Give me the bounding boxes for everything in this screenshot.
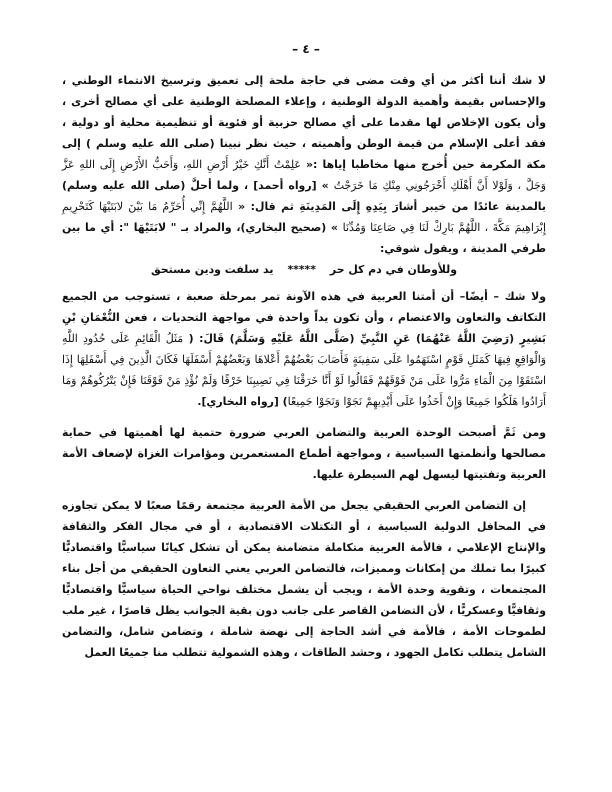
poem-separator: ***** bbox=[287, 263, 316, 276]
paragraph-solidarity-necessity: ومن ثَمَّ أصبحت الوحدة العربية والتضامن العربي ضرورة حتمية لها أهميتها في حماية مصالحها وأنظمتها السياسية ، ومواجهة أطماع المستعمرين ومؤامرات الغزاة لإضعاف الأمة العربية وتفتيتها ليسهل لهم السيطرة عليها. bbox=[62, 426, 546, 481]
page-number: – ٤ – bbox=[292, 42, 320, 56]
paragraph-homeland bbox=[62, 70, 546, 259]
spacer bbox=[62, 485, 546, 495]
poem-second-hemistich: يد سلفت ودين مستحق bbox=[150, 263, 274, 276]
hadith-quote: مَثَلُ الْقَائِمِ عَلَى حُدُودِ اللَّهِ وَالْوَاقِعِ فِيهَا كَمَثَلِ قَوْمٍ اسْتَهَمُوا عَلَى سَفِينَةٍ فَأَصَابَ بَعْضُهُمْ أَعْلاهَا وَبَعْضُهُمْ أَسْفَلَهَا فَكَانَ الَّذِينَ فِي أَسْفَلِهَا إِذَا اسْتَقَوْا مِنَ الْمَاءِ مَرُّوا عَلَى مَنْ فَوْقَهُمْ فَقَالُوا لَوْ أَنَّا خَرَقْنَا فِي نَصِيبِنَا خَرْقًا وَلَمْ نُؤْذِ مَنْ فَوْقَنَا فَإِنْ يَتْرُكُوهُمْ وَمَا أَرَادُوا هَلَكُوا جَمِيعًا وَإِنْ أَخَذُوا عَلَى أَيْدِيهِمْ نَجَوْا وَنَجَوْا جَمِيعًا bbox=[62, 332, 546, 408]
hadith-quote: اللَّهُمَّ إِنِّي أُحَرِّمُ مَا بَيْنَ لابَتَيْهَا كَتَحْرِيمِ إِبْرَاهِيمَ مَكَّةَ ، اللَّهُمَّ بَارِكْ لَنَا فِي صَاعِنَا وَمُدِّنَا bbox=[62, 200, 546, 234]
poem-verse bbox=[62, 259, 546, 280]
paragraph-text: ولا شك – أيضًا– أن أمتنا العربية في هذه الآونة تمر بمرحلة صعبة ، تستوجب من الجميع التكاتف والتعاون والاعتصام ، وأن تكون يداً واحدة في مواجهة التحديات ، فعن النُّعْمَانِ بْنِ بَشِيرٍ (رَضِيَ اللَّهُ عَنْهُمَا) عَنِ النَّبِيِّ (صَلَّى اللَّهُ عَلَيْهِ وَسَلَّمَ) قَالَ: ( bbox=[62, 290, 546, 345]
hadith-quote: عَلِمْتُ أَنَّكِ خَيْرُ أَرْضِ اللهِ، وَأَحَبُّ الأَرْضِ إِلَى اللهِ عَزَّ وَجَلَّ ، وَلَوْلا أَنَّ أَهْلَكِ أَخْرَجُونِي مِنْكِ مَا خَرَجْتُ bbox=[62, 158, 547, 192]
paragraph-text: لا شك أننا أكثر من أي وقت مضى في حاجة ملحة إلى تعميق وترسيخ الانتماء الوطني ، والإحساس بقيمة وأهمية الدولة الوطنية ، وإعلاء المصلحة الوطنية على أي مصالح أخرى ، وأن يكون الإخلاص لها مقدما على أي مصالح حزبية أو فئوية أو تنظيمية محلية أو دولية ، فقد أعلى الإسلام من قيمة الوطن وأهميته ، حيث نظر نبينا (صلى الله عليه وسلم ) إلى مكة المكرمة حين أُخرج منها مخاطبا إياها :« bbox=[62, 74, 547, 171]
paragraph-unity bbox=[62, 286, 546, 412]
spacer bbox=[62, 412, 546, 422]
paragraph-true-solidarity: إن التضامن العربي الحقيقي يجعل من الأمة العربية مجتمعة رقمًا صعبًا لا يمكن تجاوزه في المحافل الدولية السياسية ، أو التكتلات الاقتصادية ، أو في مجال الفكر والثقافة والإنتاج الإعلامي ، فالأمة العربية متكاملة متضامنة يمكن أن تشكل كيانًا سياسيًّا واقتصاديًّا كبيرًا بما تملك من إمكانات ومميزات، فالتضامن العربي يعني التعاون الحقيقي من أجل بناء المجتمعات ، وتقوية وحدة الأمة ، ويجب أن يشمل مختلف نواحي الحياة سياسيًّا واقتصاديًّا وثقافيًّا وعسكريًّا ، لأن التضامن القاصر على جانب دون بقية الجوانب يظل قاصرًا ، غير ملب لطموحات الأمة ، فالأمة في أشد الحاجة إلى نهضة شاملة ، وتضامن شامل، والتضامن الشامل يتطلب تكامل الجهود ، وحشد الطاقات ، وهذه الشمولية تتطلب منا جميعًا العمل bbox=[62, 499, 546, 659]
page-body bbox=[62, 70, 546, 663]
paragraph-text: ) [رواه البخاري]. bbox=[197, 395, 288, 408]
paragraph-text: » (صحيح البخاري)، والمراد بـ " لابَتَيْهَا ": أي ما بين طرفي المدينة ، ويقول شوقي: bbox=[62, 221, 546, 255]
poem-first-hemistich: وللأوطان في دم كل حر bbox=[329, 263, 458, 276]
paragraph-text: » [رواه أحمد] ، ولما أحلَّ (صلى الله عليه وسلم) بالمدينة عائدًا من خيبر أشارَ بِيَدِهِ إِلَى المَدِينَةِ ثم قال: « bbox=[62, 179, 546, 213]
